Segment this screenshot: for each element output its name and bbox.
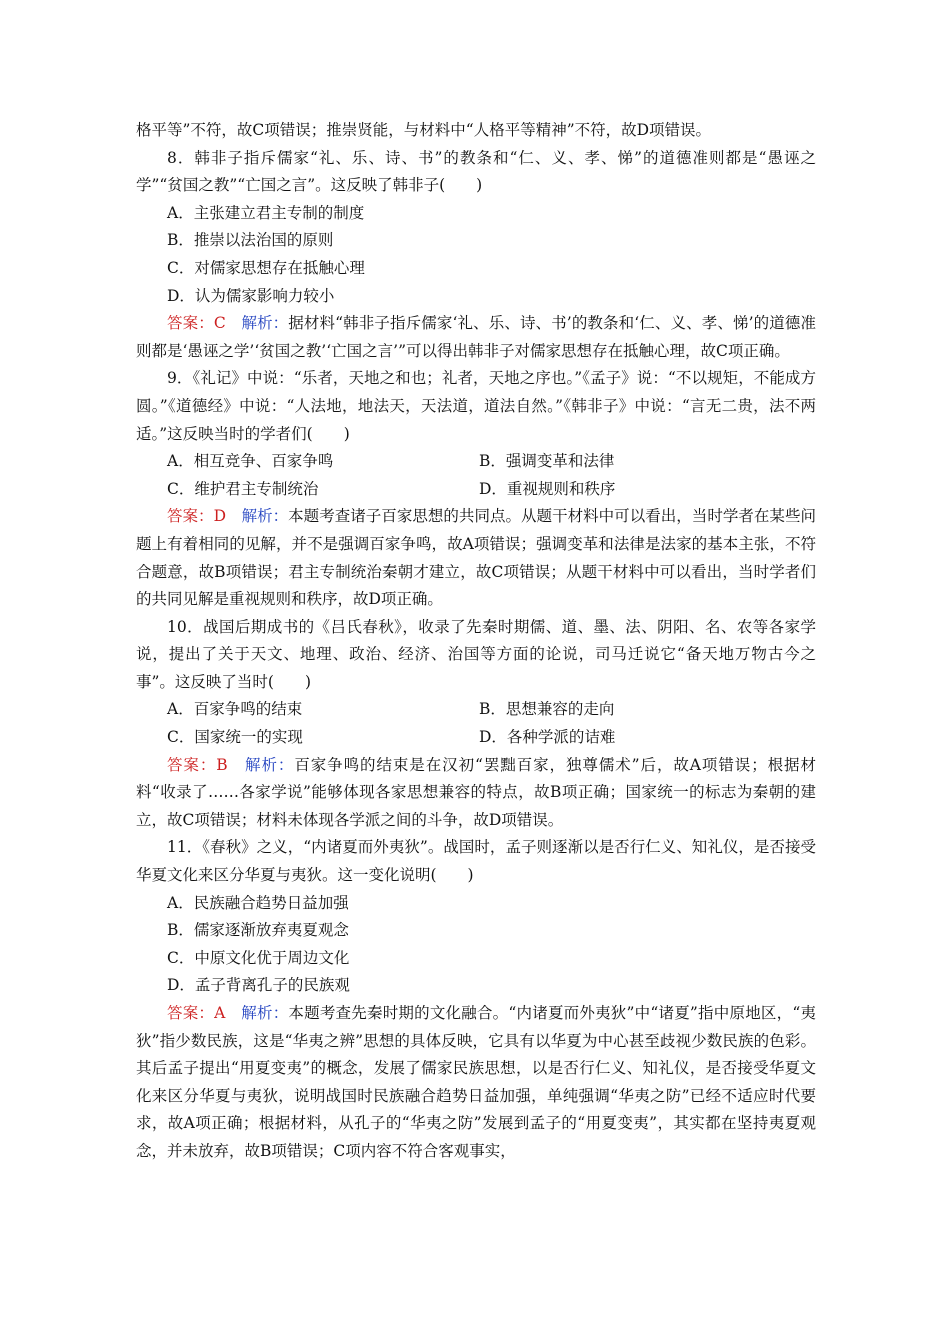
option-a: A．百家争鸣的结束 — [167, 700, 303, 719]
question-stem: 11．《春秋》之义，“内诸夏而外夷狄”。战国时，孟子则逐渐以是否行仁义、知礼仪，是否接受华夏文化来区分华夏与夷狄。这一变化说明( ) — [136, 838, 816, 885]
answer-block — [136, 1000, 816, 1166]
option-b: B．思想兼容的走向 — [479, 700, 615, 719]
lead-text: 格平等”不符，故C项错误；推崇贤能，与材料中“人格平等精神”不符，故D项错误。 — [136, 121, 712, 139]
option-a: A．主张建立君主专制的制度 — [167, 203, 365, 222]
options-row — [136, 724, 816, 752]
option-b: B．推崇以法治国的原则 — [167, 231, 334, 250]
answer-label: 答案： — [167, 1004, 215, 1022]
document-page — [136, 117, 816, 1166]
answer-value: A — [214, 1004, 226, 1022]
option-d: D．各种学派的诘难 — [479, 728, 616, 747]
analysis-text: 百家争鸣的结束是在汉初“罢黜百家，独尊儒术”后，故A项错误；根据材料“收录了……各家学说”能够体现各家思想兼容的特点，故B项正确；国家统一的标志为秦朝的建立，故C项错误；材料未体现各学派之间的斗争，故D项错误。 — [136, 755, 816, 829]
answer-value: C — [213, 314, 226, 333]
analysis-text: 本题考查先秦时期的文化融合。“内诸夏而外夷狄”中“诸夏”指中原地区，“夷狄”指少数民族，这是“华夷之辨”思想的具体反映，它具有以华夏为中心甚至歧视少数民族的色彩。其后孟子提出“用夏变夷”的概念，发展了儒家民族思想，以是否行仁义、知礼仪，是否接受华夏文化来区分华夏与夷狄，说明战国时民族融合趋势日益加强，单纯强调“华夷之防”已经不适应时代要求，故A项正确；根据材料，从孔子的“华夷之防”发展到孟子的“用夏变夷”，其实都在坚持夷夏观念，并未放弃，故B项错误；C项内容不符合客观事实， — [136, 1004, 816, 1160]
option-d: D．重视规则和秩序 — [479, 479, 616, 498]
option-a: A．民族融合趋势日益加强 — [167, 893, 349, 912]
question-stem: 8．韩非子指斥儒家“礼、乐、诗、书”的教条和“仁、义、孝、悌”的道德准则都是“愚诬之学”“贫国之教”“亡国之言”。这反映了韩非子( ) — [136, 148, 816, 195]
question-stem: 9．《礼记》中说：“乐者，天地之和也；礼者，天地之序也。”《孟子》说：“不以规矩，不能成方圆。”《道德经》中说：“人法地，地法天，天法道，道法自然。”《韩非子》中说：“言无二贵，法不两适。”这反映当时的学者们( ) — [136, 369, 816, 443]
option-a: A．相互竞争、百家争鸣 — [167, 452, 334, 471]
option-c: C．国家统一的实现 — [167, 728, 303, 747]
analysis-text: 据材料“韩非子指斥儒家‘礼、乐、诗、书’的教条和‘仁、义、孝、悌’的道德准则都是‘愚诬之学’‘贫国之教’‘亡国之言’”可以得出韩非子对儒家思想存在抵触心理，故C项正确。 — [136, 314, 816, 360]
option-b: B．儒家逐渐放弃夷夏观念 — [167, 921, 349, 940]
option-c: C．维护君主专制统治 — [167, 479, 319, 498]
answer-value: B — [216, 755, 228, 774]
analysis-label: 解析： — [241, 1004, 289, 1022]
answer-label: 答案： — [167, 507, 214, 526]
analysis-label: 解析： — [241, 314, 289, 333]
answer-block — [136, 752, 816, 835]
option-d: D．认为儒家影响力较小 — [167, 286, 335, 305]
option-c: C．对儒家思想存在抵触心理 — [167, 258, 365, 277]
answer-value: D — [213, 507, 227, 526]
options-row — [136, 696, 816, 724]
answer-block — [136, 310, 816, 365]
options-row — [136, 448, 816, 476]
question-8 — [136, 145, 816, 366]
analysis-text: 本题考查诸子百家思想的共同点。从题干材料中可以看出，当时学者在某些问题上有着相同的见解，并不是强调百家争鸣，故A项错误；强调变革和法律是法家的基本主张，不符合题意，故B项错误；君主专制统治秦朝才建立，故C项错误；从题干材料中可以看出，当时学者们的共同见解是重视规则和秩序，故D项正确。 — [136, 507, 816, 609]
option-d: D．孟子背离孔子的民族观 — [167, 976, 350, 995]
option-b: B．强调变革和法律 — [479, 452, 615, 471]
answer-label: 答案： — [167, 314, 214, 333]
analysis-label: 解析： — [245, 755, 295, 774]
question-10 — [136, 614, 816, 835]
option-c: C．中原文化优于周边文化 — [167, 948, 350, 967]
options-row — [136, 476, 816, 504]
question-stem: 10．战国后期成书的《吕氏春秋》，收录了先秦时期儒、道、墨、法、阴阳、名、农等各家学说，提出了关于天文、地理、政治、经济、治国等方面的论说，司马迁说它“备天地万物古今之事”。这反映了当时( ) — [136, 617, 816, 691]
answer-block — [136, 503, 816, 613]
question-9 — [136, 365, 816, 613]
analysis-label: 解析： — [241, 507, 289, 526]
question-11 — [136, 834, 816, 1165]
answer-label: 答案： — [167, 755, 217, 774]
